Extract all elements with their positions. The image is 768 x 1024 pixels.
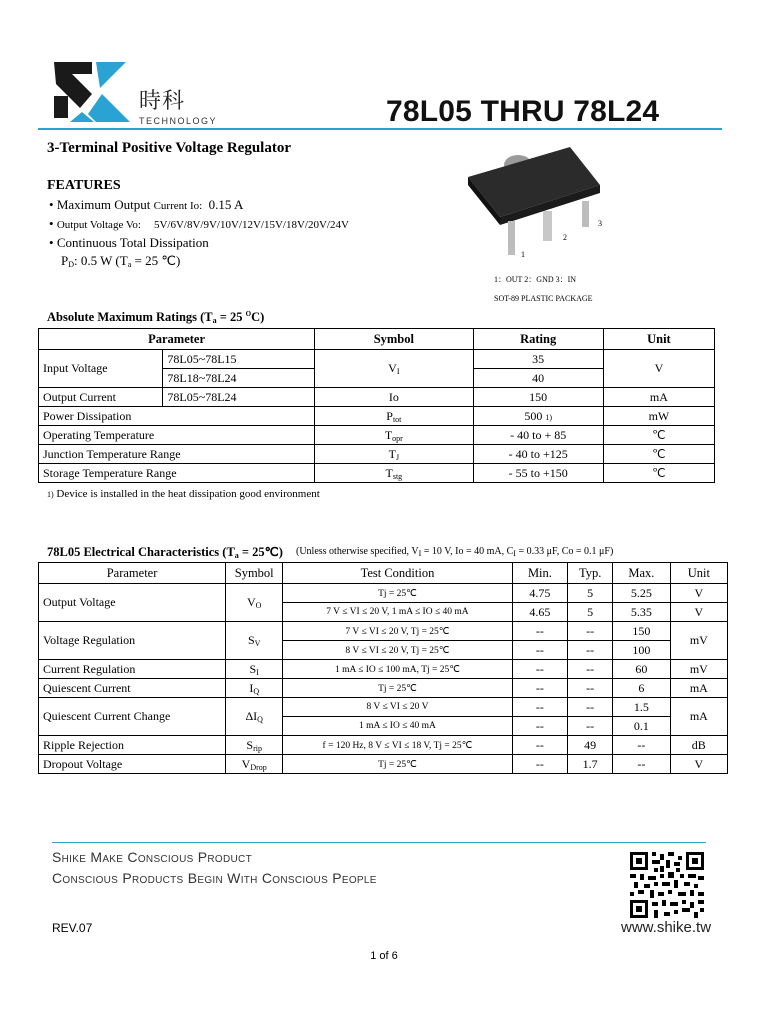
rating: 40 bbox=[473, 369, 603, 388]
max: -- bbox=[613, 755, 670, 774]
header-symbol: Symbol bbox=[315, 329, 473, 350]
header-symbol: Symbol bbox=[226, 563, 283, 584]
min: -- bbox=[512, 679, 568, 698]
symbol: $T_{opr}$ bbox=[315, 426, 473, 445]
rating: - 40 to + 85 bbox=[473, 426, 603, 445]
table-row bbox=[39, 350, 715, 369]
test-condition: Tj = 25℃ bbox=[283, 584, 512, 603]
brand-tagline: TECHNOLOGY bbox=[139, 116, 218, 126]
feature-value: 5V/6V/8V/9V/10V/12V/15V/18V/20V/24V bbox=[153, 219, 349, 231]
symbol: $S_I$ bbox=[226, 660, 283, 679]
pin-label-3: 3 bbox=[598, 219, 602, 228]
min: 4.65 bbox=[512, 603, 568, 622]
min: -- bbox=[512, 622, 568, 641]
pin-assignment: 1：OUT 2：GND 3：IN bbox=[494, 275, 577, 284]
max: 1.5 bbox=[613, 698, 670, 717]
range: 78L18~78L24 bbox=[163, 369, 315, 388]
min: -- bbox=[512, 641, 568, 660]
table-header-row bbox=[39, 329, 715, 350]
range: 78L05~78L15 bbox=[163, 350, 315, 369]
test-condition: 8 V ≤ VI ≤ 20 V bbox=[283, 698, 512, 717]
param: Power Dissipation bbox=[39, 407, 315, 426]
feature-item-output-current bbox=[49, 197, 243, 213]
test-condition: 7 V ≤ VI ≤ 20 V, Tj = 25℃ bbox=[283, 622, 512, 641]
footer-slogan-1: Shike Make Conscious Product bbox=[52, 849, 252, 865]
header-divider bbox=[38, 128, 722, 130]
symbol: $S_V$ bbox=[226, 622, 283, 660]
feature-pd-value: $P_D$: 0.5 W ($T_a = 25$ ℃) bbox=[61, 253, 181, 269]
param: Storage Temperature Range bbox=[39, 464, 315, 483]
header-parameter: Parameter bbox=[39, 329, 315, 350]
header-test-condition: Test Condition bbox=[283, 563, 512, 584]
symbol: $P_{tot}$ bbox=[315, 407, 473, 426]
typ: -- bbox=[568, 717, 613, 736]
header-typ: Typ. bbox=[568, 563, 613, 584]
typ: -- bbox=[568, 679, 613, 698]
bullet: • bbox=[49, 216, 54, 231]
typ: -- bbox=[568, 641, 613, 660]
page-title: 78L05 THRU 78L24 bbox=[386, 95, 660, 128]
max: 6 bbox=[613, 679, 670, 698]
min: -- bbox=[512, 736, 568, 755]
param: Current Regulation bbox=[39, 660, 226, 679]
min: -- bbox=[512, 717, 568, 736]
table-row bbox=[39, 660, 728, 679]
param: Junction Temperature Range bbox=[39, 445, 315, 464]
unit: mW bbox=[603, 407, 714, 426]
unit: mA bbox=[670, 698, 727, 736]
rating: 500 1) bbox=[473, 407, 603, 426]
amr-table-title: Absolute Maximum Ratings ($T_a = 25$ $^O$C) bbox=[47, 310, 265, 326]
typ: 1.7 bbox=[568, 755, 613, 774]
rating: - 40 to +125 bbox=[473, 445, 603, 464]
header-rating: Rating bbox=[473, 329, 603, 350]
header-max: Max. bbox=[613, 563, 670, 584]
table-row bbox=[39, 445, 715, 464]
unit: mV bbox=[670, 622, 727, 660]
min: -- bbox=[512, 755, 568, 774]
typ: -- bbox=[568, 698, 613, 717]
param: Output Voltage bbox=[39, 584, 226, 622]
symbol: $S_{rip}$ bbox=[226, 736, 283, 755]
rating: 150 bbox=[473, 388, 603, 407]
rating: - 55 to +150 bbox=[473, 464, 603, 483]
max: 0.1 bbox=[613, 717, 670, 736]
unit: mA bbox=[670, 679, 727, 698]
rating: 35 bbox=[473, 350, 603, 369]
feature-label-small: Current Io: bbox=[153, 200, 203, 212]
header-parameter: Parameter bbox=[39, 563, 226, 584]
unit: V bbox=[670, 755, 727, 774]
footer-slogan-2: Conscious Products Begin With Conscious People bbox=[52, 870, 377, 886]
symbol: $\Delta I_Q$ bbox=[226, 698, 283, 736]
param: Operating Temperature bbox=[39, 426, 315, 445]
feature-label: Continuous Total Dissipation bbox=[56, 235, 209, 250]
qr-code-icon bbox=[630, 852, 704, 918]
header-unit: Unit bbox=[603, 329, 714, 350]
param: Quiescent Current Change bbox=[39, 698, 226, 736]
table-row bbox=[39, 698, 728, 717]
range: 78L05~78L24 bbox=[163, 388, 315, 407]
test-condition: Tj = 25℃ bbox=[283, 679, 512, 698]
test-condition: 1 mA ≤ IO ≤ 100 mA, Tj = 25℃ bbox=[283, 660, 512, 679]
bullet: • bbox=[49, 197, 54, 212]
min: -- bbox=[512, 660, 568, 679]
max: -- bbox=[613, 736, 670, 755]
max: 60 bbox=[613, 660, 670, 679]
amr-footnote: 1) Device is installed in the heat dissipation good environment bbox=[47, 488, 320, 500]
param: Quiescent Current bbox=[39, 679, 226, 698]
typ: 49 bbox=[568, 736, 613, 755]
unit: ℃ bbox=[603, 426, 714, 445]
table-row bbox=[39, 755, 728, 774]
param: Dropout Voltage bbox=[39, 755, 226, 774]
param: Output Current bbox=[39, 388, 163, 407]
typ: 5 bbox=[568, 584, 613, 603]
table-row bbox=[39, 679, 728, 698]
test-condition: 8 V ≤ VI ≤ 20 V, Tj = 25℃ bbox=[283, 641, 512, 660]
test-condition: 1 mA ≤ IO ≤ 40 mA bbox=[283, 717, 512, 736]
table-row bbox=[39, 622, 728, 641]
unit: V bbox=[603, 350, 714, 388]
brand-chinese-name: 時科 bbox=[139, 89, 186, 114]
ec-table bbox=[38, 562, 728, 774]
features-heading: FEATURES bbox=[47, 178, 121, 193]
table-row bbox=[39, 388, 715, 407]
param: Voltage Regulation bbox=[39, 622, 226, 660]
symbol: $V_O$ bbox=[226, 584, 283, 622]
sot89-package-image bbox=[460, 145, 620, 265]
ec-table-title: 78L05 Electrical Characteristics ($T_a$ = 25℃) bbox=[47, 545, 283, 560]
symbol: $V_{Drop}$ bbox=[226, 755, 283, 774]
shike-logo bbox=[52, 56, 134, 126]
typ: 5 bbox=[568, 603, 613, 622]
typ: -- bbox=[568, 622, 613, 641]
test-condition: f = 120 Hz, 8 V ≤ VI ≤ 18 V, Tj = 25℃ bbox=[283, 736, 512, 755]
unit: dB bbox=[670, 736, 727, 755]
symbol: $T_{stg}$ bbox=[315, 464, 473, 483]
feature-label: Maximum Output bbox=[56, 197, 151, 212]
package-name: SOT-89 PLASTIC PACKAGE bbox=[494, 294, 593, 303]
symbol: $T_J$ bbox=[315, 445, 473, 464]
max: 5.25 bbox=[613, 584, 670, 603]
max: 100 bbox=[613, 641, 670, 660]
unit: V bbox=[670, 584, 727, 603]
param: Ripple Rejection bbox=[39, 736, 226, 755]
ec-test-conditions: (Unless otherwise specified, $V_I = 10$ V, Io = 40 mA, $C_I = 0.33$ μF, Co = 0.1 μF) bbox=[296, 546, 614, 558]
document-subtitle: 3-Terminal Positive Voltage Regulator bbox=[47, 140, 292, 156]
table-row bbox=[39, 426, 715, 445]
max: 150 bbox=[613, 622, 670, 641]
feature-label: Output Voltage Vo: bbox=[56, 219, 141, 231]
unit: ℃ bbox=[603, 445, 714, 464]
unit: mV bbox=[670, 660, 727, 679]
table-row bbox=[39, 407, 715, 426]
param-input-voltage: Input Voltage bbox=[39, 350, 163, 388]
unit: mA bbox=[603, 388, 714, 407]
symbol: Io bbox=[315, 388, 473, 407]
table-row bbox=[39, 464, 715, 483]
footer-divider bbox=[52, 842, 706, 843]
feature-item-output-voltage bbox=[49, 216, 349, 232]
website-link[interactable]: www.shike.tw bbox=[621, 919, 712, 936]
test-condition: 7 V ≤ VI ≤ 20 V, 1 mA ≤ IO ≤ 40 mA bbox=[283, 603, 512, 622]
amr-table bbox=[38, 328, 715, 483]
table-row bbox=[39, 584, 728, 603]
pin-label-1: 1 bbox=[521, 250, 525, 259]
typ: -- bbox=[568, 660, 613, 679]
table-row bbox=[39, 736, 728, 755]
min: 4.75 bbox=[512, 584, 568, 603]
unit: V bbox=[670, 603, 727, 622]
max: 5.35 bbox=[613, 603, 670, 622]
feature-value: 0.15 A bbox=[208, 197, 244, 212]
feature-item-dissipation bbox=[49, 235, 209, 251]
bullet: • bbox=[49, 235, 54, 250]
unit: ℃ bbox=[603, 464, 714, 483]
symbol-vi: $V_I$ bbox=[315, 350, 473, 388]
test-condition: Tj = 25℃ bbox=[283, 755, 512, 774]
page-number: 1 of 6 bbox=[370, 950, 398, 962]
table-header-row bbox=[39, 563, 728, 584]
min: -- bbox=[512, 698, 568, 717]
header-unit: Unit bbox=[670, 563, 727, 584]
header-min: Min. bbox=[512, 563, 568, 584]
symbol: $I_Q$ bbox=[226, 679, 283, 698]
revision-label: REV.07 bbox=[52, 921, 93, 935]
pin-label-2: 2 bbox=[563, 233, 567, 242]
